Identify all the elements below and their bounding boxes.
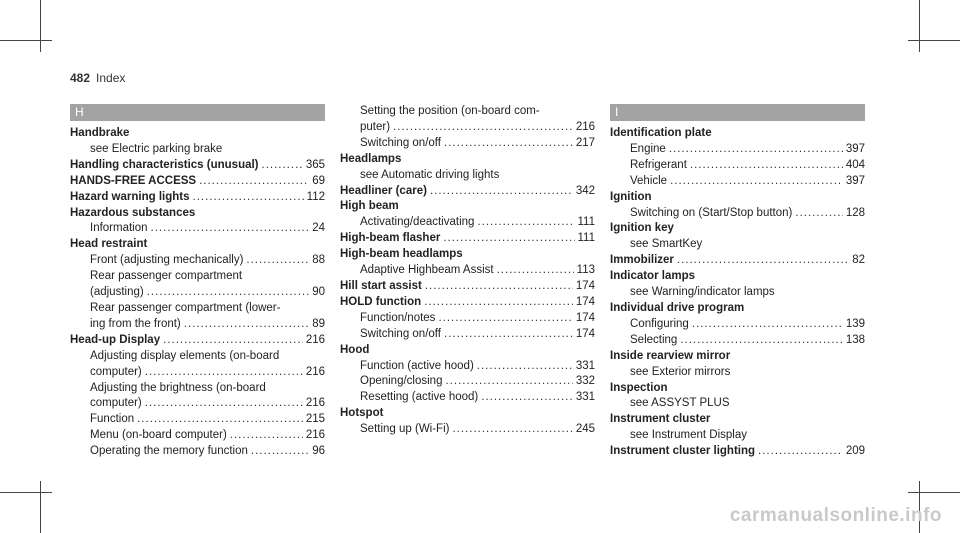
- index-subentry-text: Adjusting the brightness (on-board: [90, 381, 266, 394]
- dot-leader: [692, 317, 843, 333]
- index-subentry[interactable]: [610, 174, 865, 190]
- page-reference[interactable]: 112: [306, 190, 325, 203]
- entry-term: HANDS-FREE ACCESS: [70, 174, 197, 187]
- dot-leader: [424, 295, 573, 311]
- page-reference[interactable]: 174: [575, 311, 595, 324]
- index-column-2: [340, 104, 595, 438]
- index-subentry[interactable]: [340, 359, 595, 375]
- entry-term: Handling characteristics (unusual): [70, 158, 259, 171]
- index-entry-heading: Ignition key: [610, 222, 674, 235]
- index-subentry-text: see Instrument Display: [630, 429, 747, 442]
- dot-leader: [147, 285, 310, 301]
- index-letter-heading: I: [610, 104, 865, 121]
- index-subentry[interactable]: [610, 317, 865, 333]
- index-subentry[interactable]: [70, 365, 325, 381]
- dot-leader: [444, 136, 573, 152]
- index-subentry[interactable]: [340, 422, 595, 438]
- dot-leader: [438, 311, 572, 327]
- dot-leader: [443, 231, 574, 247]
- index-subentry[interactable]: [70, 253, 325, 269]
- page-reference[interactable]: 111: [577, 216, 595, 229]
- entry-term: Adaptive Highbeam Assist: [360, 264, 494, 277]
- page-reference[interactable]: 209: [845, 445, 865, 458]
- index-subentry-text: see Automatic driving lights: [360, 168, 500, 181]
- dot-leader: [193, 190, 304, 206]
- dot-leader: [184, 317, 309, 333]
- index-subentry-text: Setting the position (on-board com-: [360, 105, 540, 117]
- index-subentry-text: see Warning/indicator lamps: [630, 286, 775, 299]
- page-reference[interactable]: 113: [576, 264, 595, 277]
- index-entry[interactable]: [340, 279, 595, 295]
- index-column-3: [610, 104, 865, 460]
- dot-leader: [262, 158, 303, 174]
- entry-term: Immobilizer: [610, 254, 674, 267]
- index-subentry[interactable]: [340, 374, 595, 390]
- index-subentry[interactable]: [340, 215, 595, 231]
- index-subentry-text: Adjusting display elements (on-board: [90, 349, 280, 362]
- entry-term: Hazard warning lights: [70, 190, 190, 203]
- index-entry-heading: High-beam headlamps: [340, 248, 463, 261]
- entry-term: Switching on (Start/Stop button): [630, 206, 793, 219]
- page-reference[interactable]: 331: [575, 391, 595, 404]
- watermark: carmanualsonline.info: [729, 505, 942, 526]
- page-reference[interactable]: 90: [312, 286, 325, 299]
- dot-leader: [163, 333, 303, 349]
- dot-leader: [477, 359, 573, 375]
- index-entry-heading: Inspection: [610, 381, 668, 394]
- entry-term: Switching on/off: [360, 327, 441, 340]
- page-header: [70, 71, 125, 85]
- index-subentry[interactable]: [610, 206, 865, 222]
- dot-leader: [145, 365, 303, 381]
- index-entry-heading: High beam: [340, 200, 399, 213]
- page-reference[interactable]: 88: [312, 254, 325, 267]
- page-reference[interactable]: 174: [575, 279, 595, 292]
- page-reference[interactable]: 397: [845, 174, 865, 187]
- entry-term: computer): [90, 365, 142, 378]
- index-subentry[interactable]: [340, 327, 595, 343]
- dot-leader: [669, 142, 843, 158]
- index-subentry-text: see ASSYST PLUS: [630, 397, 730, 410]
- page-number: 482: [70, 71, 91, 85]
- index-entry-heading: Identification plate: [610, 127, 712, 139]
- page-reference[interactable]: 174: [575, 295, 595, 308]
- entry-term: High-beam flasher: [340, 232, 441, 245]
- index-entry[interactable]: [340, 295, 595, 311]
- index-subentry[interactable]: [70, 412, 325, 428]
- index-entry-heading: Ignition: [610, 190, 652, 203]
- crop-mark: [919, 0, 920, 52]
- entry-term: Activating/deactivating: [360, 216, 475, 229]
- index-subentry[interactable]: [70, 444, 325, 460]
- index-subentry[interactable]: [610, 158, 865, 174]
- page-reference[interactable]: 216: [305, 333, 325, 346]
- dot-leader: [151, 221, 310, 237]
- index-entry[interactable]: [70, 333, 325, 349]
- index-entry[interactable]: [70, 174, 325, 190]
- crop-mark: [40, 0, 41, 52]
- entry-term: Setting up (Wi-Fi): [360, 423, 450, 436]
- entry-term: (adjusting): [90, 286, 144, 299]
- index-entry-heading: Inside rearview mirror: [610, 349, 731, 362]
- index-subentry-text: see SmartKey: [630, 238, 703, 251]
- page-reference[interactable]: 331: [575, 359, 595, 372]
- dot-leader: [145, 396, 303, 412]
- entry-term: Front (adjusting mechanically): [90, 254, 244, 267]
- index-subentry[interactable]: [70, 317, 325, 333]
- index-entry[interactable]: [610, 444, 865, 460]
- page-reference[interactable]: 217: [575, 136, 595, 149]
- entry-term: Instrument cluster lighting: [610, 445, 756, 458]
- entry-term: Switching on/off: [360, 136, 441, 149]
- dot-leader: [481, 390, 573, 406]
- dot-leader: [497, 263, 574, 279]
- entry-term: ing from the front): [90, 317, 181, 330]
- page-reference[interactable]: 89: [312, 317, 325, 330]
- index-entry-heading: Instrument cluster: [610, 413, 711, 426]
- index-entry-heading: Hood: [340, 343, 370, 356]
- crop-mark: [908, 40, 960, 41]
- entry-term: Engine: [630, 142, 666, 155]
- page-reference[interactable]: 215: [305, 413, 325, 426]
- index-entry-heading: Indicator lamps: [610, 270, 695, 283]
- dot-leader: [445, 374, 572, 390]
- dot-leader: [680, 333, 843, 349]
- index-entry[interactable]: [70, 190, 325, 206]
- dot-leader: [758, 444, 843, 460]
- entry-term: Refrigerant: [630, 158, 687, 171]
- page-reference[interactable]: 342: [575, 184, 595, 197]
- entry-term: Configuring: [630, 317, 689, 330]
- crop-mark: [908, 492, 960, 493]
- index-subentry[interactable]: [70, 428, 325, 444]
- index-entry-heading: Hazardous substances: [70, 206, 196, 219]
- entry-term: Head-up Display: [70, 333, 161, 346]
- page-reference[interactable]: 139: [845, 317, 865, 330]
- page-reference[interactable]: 111: [577, 232, 595, 245]
- entry-term: Information: [90, 222, 148, 235]
- entry-term: Resetting (active hood): [360, 391, 479, 404]
- index-subentry[interactable]: [340, 390, 595, 406]
- page-reference[interactable]: 216: [305, 365, 325, 378]
- dot-leader: [137, 412, 303, 428]
- page-reference[interactable]: 82: [852, 254, 865, 267]
- index-entry-heading: Head restraint: [70, 238, 148, 251]
- dot-leader: [477, 215, 574, 231]
- page-reference[interactable]: 174: [575, 327, 595, 340]
- index-column-1: [70, 104, 325, 460]
- entry-term: Vehicle: [630, 174, 668, 187]
- page-reference[interactable]: 216: [575, 120, 595, 133]
- index-entry-heading: Individual drive program: [610, 301, 745, 314]
- entry-term: Function/notes: [360, 311, 436, 324]
- crop-mark: [0, 40, 52, 41]
- index-subentry-text: Rear passenger compartment: [90, 270, 243, 283]
- index-subentry[interactable]: [340, 263, 595, 279]
- page-reference[interactable]: 96: [312, 445, 325, 458]
- entry-term: Function: [90, 413, 135, 426]
- index-letter-heading: H: [70, 104, 325, 121]
- index-subentry-text: Rear passenger compartment (lower-: [90, 301, 281, 314]
- page-reference[interactable]: 216: [305, 429, 325, 442]
- entry-term: HOLD function: [340, 295, 422, 308]
- entry-term: Operating the memory function: [90, 445, 248, 458]
- crop-mark: [0, 492, 52, 493]
- index-subentry[interactable]: [610, 333, 865, 349]
- index-subentry[interactable]: [340, 136, 595, 152]
- index-entry-heading: Headlamps: [340, 152, 402, 165]
- page-reference[interactable]: 397: [845, 142, 865, 155]
- index-subentry[interactable]: [70, 221, 325, 237]
- entry-term: Opening/closing: [360, 375, 443, 388]
- entry-term: computer): [90, 397, 142, 410]
- index-entry-heading: Hotspot: [340, 407, 384, 420]
- dot-leader: [452, 422, 572, 438]
- dot-leader: [690, 158, 843, 174]
- dot-leader: [677, 253, 849, 269]
- entry-term: Menu (on-board computer): [90, 429, 227, 442]
- page-reference[interactable]: 138: [845, 333, 865, 346]
- index-entry[interactable]: [610, 253, 865, 269]
- entry-term: puter): [360, 120, 391, 133]
- crop-mark: [40, 481, 41, 533]
- page-reference[interactable]: 69: [312, 174, 325, 187]
- index-subentry[interactable]: [70, 396, 325, 412]
- page-title: Index: [96, 71, 126, 85]
- entry-term: Selecting: [630, 333, 678, 346]
- index-subentry[interactable]: [70, 285, 325, 301]
- page-reference[interactable]: 245: [575, 423, 595, 436]
- page-reference[interactable]: 24: [312, 222, 325, 235]
- dot-leader: [199, 174, 309, 190]
- dot-leader: [393, 120, 573, 136]
- index-subentry[interactable]: [340, 311, 595, 327]
- page-reference[interactable]: 128: [845, 206, 865, 219]
- dot-leader: [230, 428, 303, 444]
- index-entry-heading: Handbrake: [70, 127, 130, 139]
- dot-leader: [670, 174, 843, 190]
- page-reference[interactable]: 216: [305, 397, 325, 410]
- dot-leader: [430, 184, 573, 200]
- dot-leader: [425, 279, 573, 295]
- index-subentry[interactable]: [610, 142, 865, 158]
- index-entry[interactable]: [340, 231, 595, 247]
- page-reference[interactable]: 332: [575, 375, 595, 388]
- page-reference[interactable]: 365: [305, 158, 325, 171]
- index-entry[interactable]: [340, 184, 595, 200]
- entry-term: Headliner (care): [340, 184, 427, 197]
- entry-term: Function (active hood): [360, 359, 474, 372]
- dot-leader: [246, 253, 309, 269]
- dot-leader: [444, 327, 573, 343]
- entry-term: Hill start assist: [340, 279, 422, 292]
- page-reference[interactable]: 404: [845, 158, 865, 171]
- dot-leader: [795, 206, 842, 222]
- index-subentry-text: see Exterior mirrors: [630, 365, 731, 378]
- index-subentry[interactable]: [340, 120, 595, 136]
- index-entry[interactable]: [70, 158, 325, 174]
- index-subentry-text: see Electric parking brake: [90, 142, 223, 155]
- dot-leader: [251, 444, 309, 460]
